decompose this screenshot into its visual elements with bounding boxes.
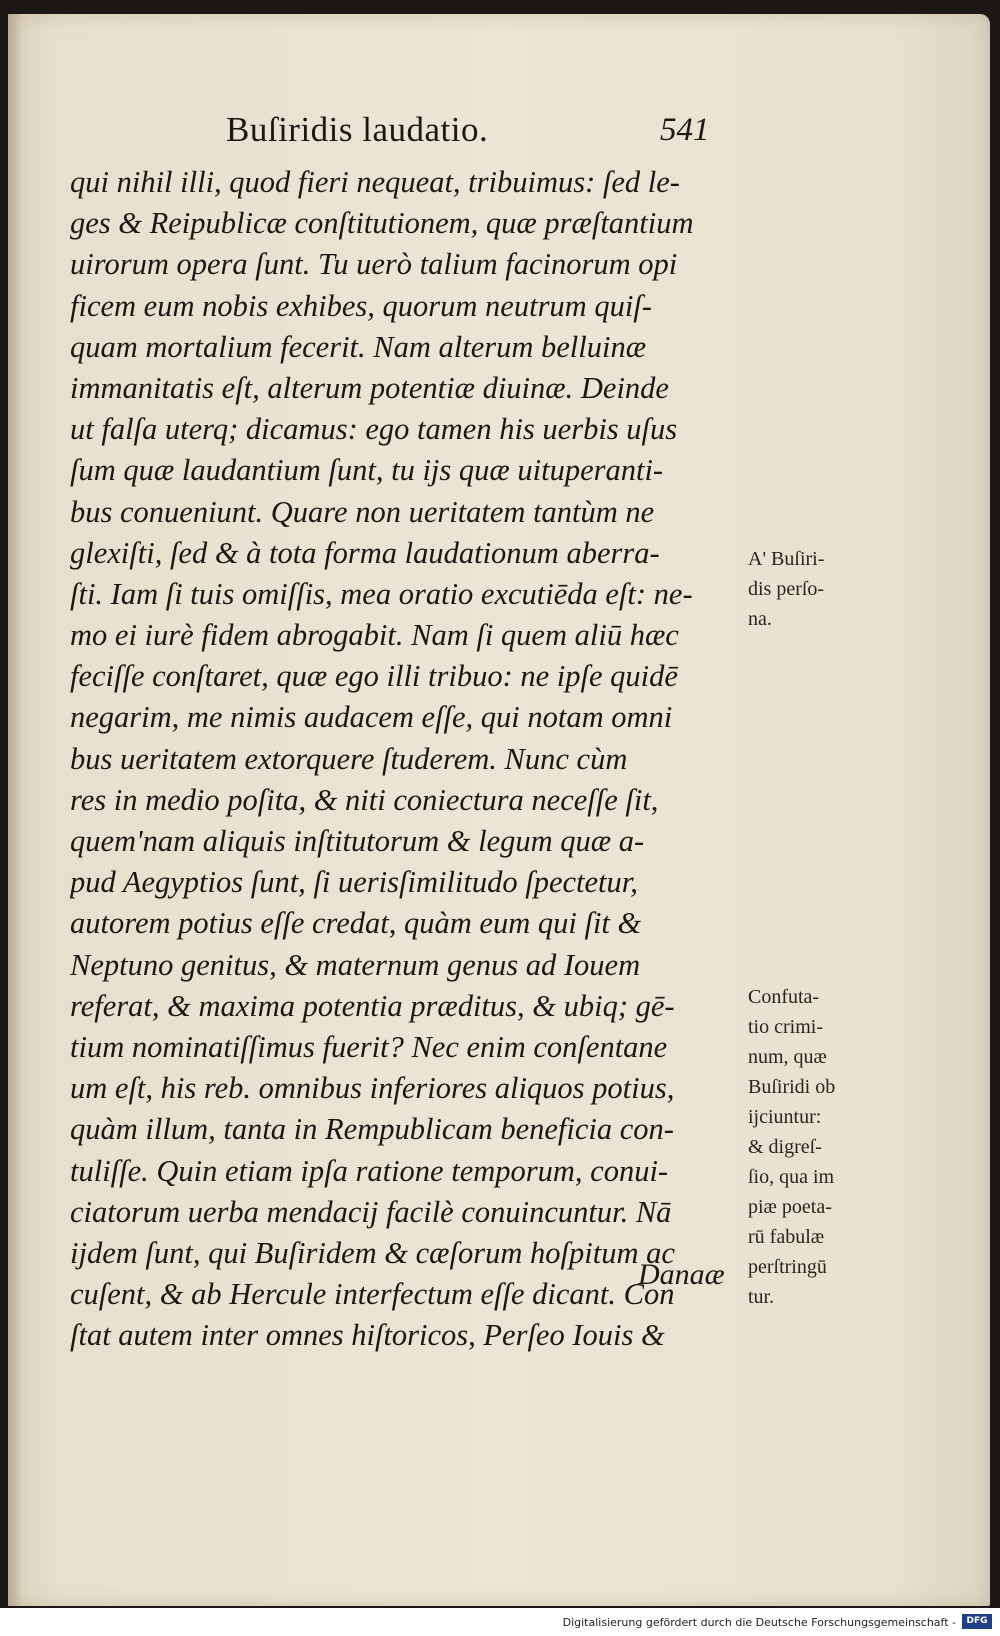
text-line: referat, & maxima potentia præditus, & ubiq; gē- — [70, 988, 675, 1023]
footer-bar — [0, 1608, 1000, 1636]
marginal-note-line: tur. — [748, 1286, 775, 1308]
text-line: ſum quæ laudantium ſunt, tu ijs quæ uituperanti- — [70, 453, 664, 488]
marginal-note-line: na. — [748, 608, 772, 630]
marginal-note-line: rū fabulæ — [748, 1226, 825, 1248]
page-gutter-shadow — [8, 14, 22, 1606]
marginal-note-line: & digreſ- — [748, 1136, 822, 1158]
marginal-note-line: ſio, qua im — [748, 1166, 835, 1188]
text-line: quem'nam aliquis inſtitutorum & legum quæ a- — [70, 824, 645, 858]
text-line: ciatorum uerba mendacij facilè conuincuntur. Nā — [70, 1194, 672, 1229]
marginal-note-line: ijciuntur: — [748, 1106, 822, 1128]
text-line: res in medio poſita, & niti coniectura neceſſe ſit, — [70, 782, 659, 817]
text-line: quam mortalium fecerit. Nam alterum belluinæ — [70, 329, 647, 364]
text-line: uirorum opera ſunt. Tu uerò talium facinorum opi — [70, 247, 678, 282]
text-line: quàm illum, tanta in Rempublicam beneficia con- — [70, 1112, 674, 1147]
running-head — [8, 110, 990, 160]
text-line: autorem potius eſſe credat, quàm eum qui ſit & — [70, 906, 642, 941]
marginal-note-line: tio crimi- — [748, 1016, 823, 1038]
text-line: qui nihil illi, quod fieri nequeat, tribuimus: ſed le- — [70, 165, 680, 199]
marginal-note-line: A' Buſiri- — [748, 548, 825, 570]
text-line: tium nominatiſſimus fuerit? Nec enim conſentane — [70, 1029, 668, 1064]
text-line: mo ei iurè fidem abrogabit. Nam ſi quem aliū hæc — [70, 618, 679, 653]
catchword: Danaæ — [638, 1258, 725, 1291]
book-page — [8, 14, 990, 1606]
footer-credit: Digitalisierung gefördert durch die Deutsche Forschungsgemeinschaft - — [562, 1616, 956, 1629]
text-line: ut falſa uterq; dicamus: ego tamen his uerbis uſus — [70, 412, 678, 447]
text-line: ijdem ſunt, qui Buſiridem & cæſorum hoſpitum ac — [70, 1235, 675, 1270]
marginal-note-line: Confuta- — [748, 986, 820, 1008]
text-line: feciſſe conſtaret, quæ ego illi tribuo: ne ipſe quidē — [70, 659, 678, 694]
marginal-note-confutatio — [748, 982, 835, 1312]
text-line: Neptuno genitus, & maternum genus ad Iouem — [70, 947, 641, 982]
text-line: um eſt, his reb. omnibus inferiores aliquos potius, — [70, 1071, 675, 1106]
dfg-logo: DFG — [962, 1614, 992, 1629]
text-line: negarim, me nimis audacem eſſe, qui notam omni — [70, 700, 673, 735]
text-line: ges & Reipublicæ conſtitutionem, quæ præſtantium — [70, 206, 694, 241]
text-line: immanitatis eſt, alterum potentiæ diuinæ. Deinde — [70, 370, 669, 405]
text-line: bus conueniunt. Quare non ueritatem tantùm ne — [70, 494, 655, 529]
marginal-note-line: piæ poeta- — [748, 1196, 832, 1218]
main-text-block — [70, 162, 730, 1356]
marginal-note-line: Buſiridi ob — [748, 1076, 836, 1098]
text-line: ſti. Iam ſi tuis omiſſis, mea oratio excutiēda eſt: ne- — [70, 576, 693, 611]
text-line: ſtat autem inter omnes hiſtoricos, Perſeo Iouis & — [70, 1318, 665, 1353]
text-line: cuſent, & ab Hercule interfectum eſſe dicant. Con — [70, 1277, 675, 1312]
text-line: glexiſti, ſed & à tota forma laudationum aberra- — [70, 535, 660, 570]
marginal-note-line: perſtringū — [748, 1256, 827, 1278]
text-line: ficem eum nobis exhibes, quorum neutrum quiſ- — [70, 288, 652, 323]
marginal-note-line: dis perſo- — [748, 578, 825, 600]
text-line: bus ueritatem extorquere ſtuderem. Nunc cùm — [70, 741, 628, 776]
text-line: tuliſſe. Quin etiam ipſa ratione temporum, conui- — [70, 1153, 669, 1188]
page-number: 541 — [660, 112, 710, 148]
marginal-note-busiridis-persona — [748, 544, 824, 634]
marginal-note-line: num, quæ — [748, 1046, 827, 1068]
running-head-title: Buſiridis laudatio. — [226, 110, 489, 149]
text-line: pud Aegyptios ſunt, ſi uerisſimilitudo ſpectetur, — [70, 865, 638, 900]
